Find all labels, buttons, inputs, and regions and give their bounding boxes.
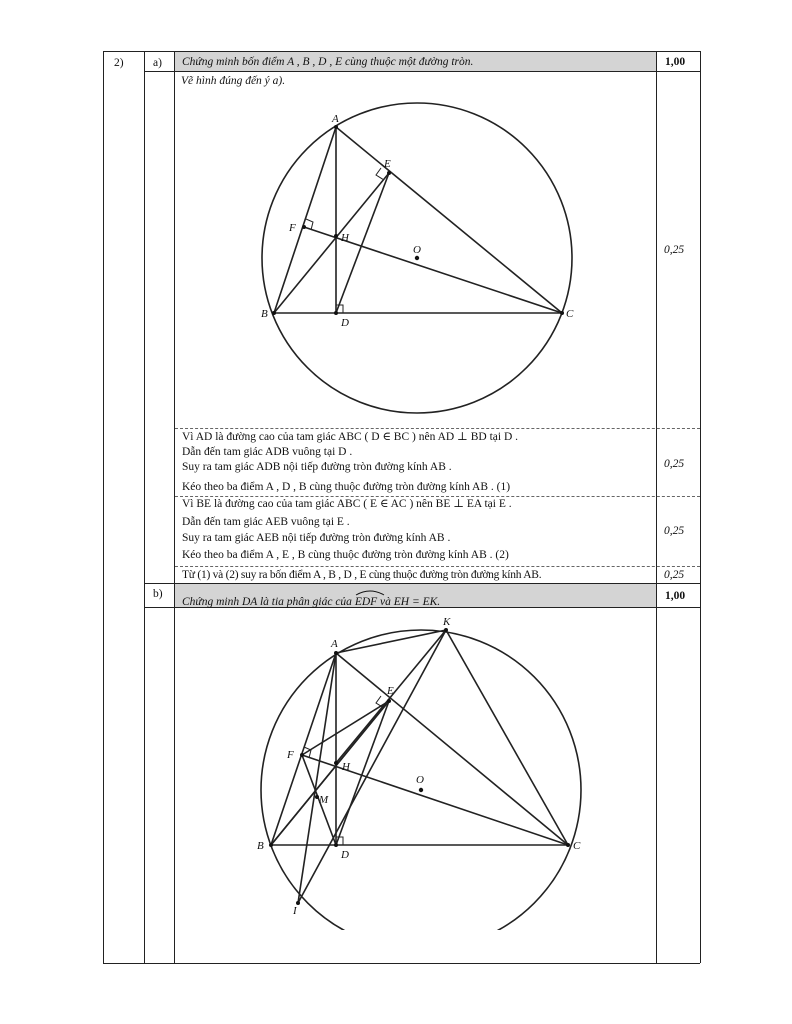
- part-b-task-post: và EH = EK.: [380, 596, 441, 608]
- fig-b-label-H: H: [342, 761, 350, 773]
- block2-line2: Dẫn đến tam giác AEB vuông tại E .: [182, 516, 350, 528]
- fig-b-label-B: B: [257, 840, 264, 852]
- angle-hat: [355, 589, 385, 596]
- fig-b-label-E: E: [387, 685, 394, 697]
- score-figure: 0,25: [664, 244, 685, 256]
- fig-a-label-E: E: [384, 158, 391, 170]
- part-b-label: b): [153, 588, 163, 600]
- figure-a: [175, 90, 655, 430]
- fig-a-label-H: H: [341, 232, 349, 244]
- block1-line3: Suy ra tam giác ADB nội tiếp đường tròn đường kính AB .: [182, 461, 452, 473]
- part-a-conclusion: Từ (1) và (2) suy ra bốn điểm A , B , D , E cùng thuộc đường tròn đường kính AB.: [182, 569, 542, 581]
- part-a-points: 1,00: [665, 56, 686, 68]
- block1-line4: Kéo theo ba điểm A , D , B cùng thuộc đường tròn đường kính AB . (1): [182, 481, 511, 493]
- fig-b-label-D: D: [341, 849, 349, 861]
- part-b-task: [182, 591, 440, 609]
- fig-a-label-C: C: [566, 308, 574, 320]
- part-a-task: Chứng minh bốn điểm A , B , D , E cùng thuộc một đường tròn.: [182, 56, 474, 68]
- part-b-task-pre: Chứng minh DA là tia phân giác của: [182, 596, 352, 608]
- fig-b-label-O: O: [416, 774, 424, 786]
- fig-b-label-F: F: [287, 749, 294, 761]
- fig-a-label-A: A: [332, 113, 339, 125]
- fig-a-label-F: F: [289, 222, 296, 234]
- angle-edf: EDF: [355, 591, 377, 609]
- block1-line1: Vì AD là đường cao của tam giác ABC ( D ∈ BC ) nên AD ⊥ BD tại D .: [182, 431, 519, 443]
- fig-b-label-K: K: [443, 616, 451, 628]
- score-block2: 0,25: [664, 525, 685, 537]
- part-b-points: 1,00: [665, 590, 686, 602]
- score-block1: 0,25: [664, 458, 685, 470]
- fig-b-label-A: A: [331, 638, 338, 650]
- block1-line2: Dẫn đến tam giác ADB vuông tại D .: [182, 446, 353, 458]
- part-a-label: a): [153, 57, 162, 69]
- fig-b-label-C: C: [573, 840, 581, 852]
- figure-b: [175, 610, 655, 930]
- fig-a-label-D: D: [341, 317, 349, 329]
- block2-line3: Suy ra tam giác AEB nội tiếp đường tròn đường kính AB .: [182, 532, 451, 544]
- part-a-draw-note: Vẽ hình đúng đến ý a).: [181, 75, 286, 87]
- block2-line1: Vì BE là đường cao của tam giác ABC ( E ∈ AC ) nên BE ⊥ EA tại E .: [182, 498, 512, 510]
- score-conclusion: 0,25: [664, 569, 685, 581]
- fig-a-label-B: B: [261, 308, 268, 320]
- fig-a-label-O: O: [413, 244, 421, 256]
- fig-b-label-M: M: [319, 794, 329, 806]
- fig-b-label-I: I: [293, 905, 297, 917]
- block2-line4: Kéo theo ba điểm A , E , B cùng thuộc đường tròn đường kính AB . (2): [182, 549, 509, 561]
- row-number: 2): [114, 57, 124, 69]
